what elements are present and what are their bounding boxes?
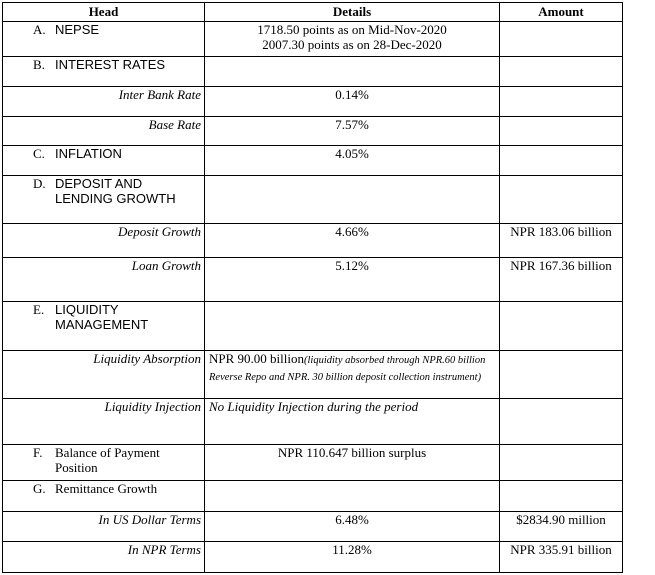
economic-indicators-table	[2, 2, 623, 573]
liquidity-injection-row	[3, 399, 623, 445]
deposit-growth-label: Deposit Growth	[3, 224, 205, 258]
interest-rates-row	[3, 57, 623, 87]
liquidity-absorption-row	[3, 351, 623, 399]
interest-letter: B.	[33, 57, 45, 72]
inflation-letter: C.	[33, 146, 45, 161]
interbank-rate-row	[3, 87, 623, 117]
usd-terms-label: In US Dollar Terms	[3, 512, 205, 542]
nepse-detail-line2: 2007.30 points as on 28-Dec-2020	[262, 37, 442, 52]
inflation-value: 4.05%	[205, 146, 500, 176]
liquidity-management-row	[3, 302, 623, 351]
liquidity-label-line2: MANAGEMENT	[55, 317, 149, 332]
deposit-lending-row	[3, 176, 623, 224]
bop-letter: F.	[33, 445, 43, 460]
nepse-letter: A.	[33, 22, 46, 37]
details-column-header: Details	[205, 3, 500, 22]
deposit-growth-row	[3, 224, 623, 258]
interbank-rate-label: Inter Bank Rate	[3, 87, 205, 117]
bop-label-line1: Balance of Payment	[55, 445, 160, 460]
amount-column-header: Amount	[500, 3, 623, 22]
bop-head-cell	[3, 445, 205, 481]
deposit-growth-amount: NPR 183.06 billion	[500, 224, 623, 258]
loan-growth-amount: NPR 167.36 billion	[500, 258, 623, 302]
inflation-label: INFLATION	[55, 146, 122, 161]
base-rate-label: Base Rate	[3, 117, 205, 146]
nepse-amount-cell	[500, 22, 623, 57]
remittance-label: Remittance Growth	[55, 481, 158, 496]
loan-growth-row	[3, 258, 623, 302]
liquidity-absorption-label: Liquidity Absorption	[3, 351, 205, 399]
liquidity-letter: E.	[33, 302, 45, 317]
liquidity-absorption-details	[205, 351, 500, 399]
usd-terms-value: 6.48%	[205, 512, 500, 542]
npr-terms-label: In NPR Terms	[3, 542, 205, 573]
remittance-letter: G.	[33, 481, 46, 496]
bop-value: NPR 110.647 billion surplus	[205, 445, 500, 481]
nepse-head-cell	[3, 22, 205, 57]
liquidity-absorption-note: (liquidity absorbed through NPR.60 billion Reverse Repo and NPR. 30 billion deposit collection instrument)	[209, 355, 486, 383]
nepse-details-cell	[205, 22, 500, 57]
liquidity-absorption-value: NPR 90.00 billion	[209, 351, 304, 366]
liquidity-head-cell	[3, 302, 205, 351]
loan-growth-label: Loan Growth	[3, 258, 205, 302]
bop-label-line2: Position	[55, 460, 98, 475]
base-rate-row	[3, 117, 623, 146]
usd-terms-row	[3, 512, 623, 542]
deposit-lending-letter: D.	[33, 176, 46, 191]
npr-terms-amount: NPR 335.91 billion	[500, 542, 623, 573]
npr-terms-row	[3, 542, 623, 573]
balance-of-payment-row	[3, 445, 623, 481]
interest-label: INTEREST RATES	[55, 57, 166, 72]
deposit-lending-label-line1: DEPOSIT AND	[55, 176, 143, 191]
liquidity-label-line1: LIQUIDITY	[55, 302, 119, 317]
nepse-row	[3, 22, 623, 57]
liquidity-injection-value: No Liquidity Injection during the period	[205, 399, 500, 445]
loan-growth-value: 5.12%	[205, 258, 500, 302]
deposit-lending-head-cell	[3, 176, 205, 224]
base-rate-value: 7.57%	[205, 117, 500, 146]
usd-terms-amount: $2834.90 million	[500, 512, 623, 542]
nepse-detail-line1: 1718.50 points as on Mid-Nov-2020	[257, 22, 447, 37]
head-column-header: Head	[3, 3, 205, 22]
inflation-head-cell	[3, 146, 205, 176]
deposit-lending-label-line2: LENDING GROWTH	[55, 191, 176, 206]
npr-terms-value: 11.28%	[205, 542, 500, 573]
liquidity-injection-label: Liquidity Injection	[3, 399, 205, 445]
remittance-head-cell	[3, 481, 205, 512]
deposit-growth-value: 4.66%	[205, 224, 500, 258]
interest-head-cell	[3, 57, 205, 87]
inflation-row	[3, 146, 623, 176]
header-row	[3, 3, 623, 22]
interbank-rate-value: 0.14%	[205, 87, 500, 117]
nepse-label: NEPSE	[55, 22, 100, 37]
remittance-growth-row	[3, 481, 623, 512]
